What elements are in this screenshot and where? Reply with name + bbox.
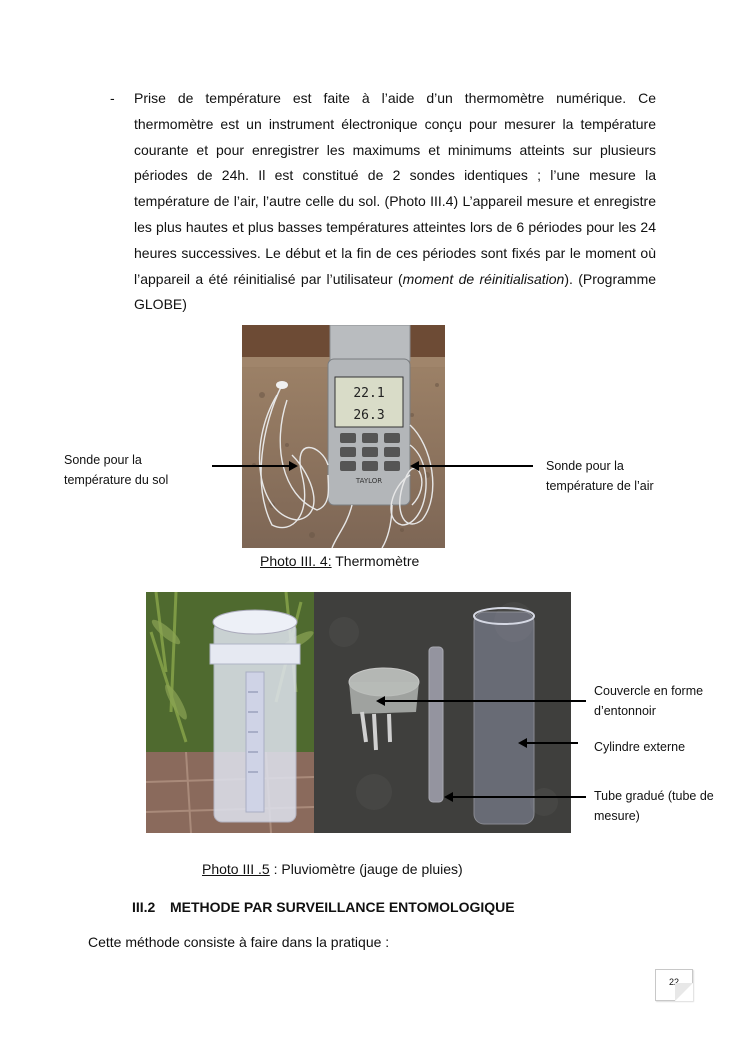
- arrow-soil-probe: [212, 465, 290, 467]
- arrow-outer-cylinder: [526, 742, 578, 744]
- label-air-probe: Sonde pour la température de l’air: [546, 459, 654, 493]
- section-number: III.2: [132, 899, 156, 915]
- label-graduated-tube: Tube gradué (tube de mesure): [594, 789, 714, 823]
- photo5-caption: [202, 861, 463, 877]
- label-soil-probe: Sonde pour la température du sol: [64, 453, 169, 487]
- display-top-reading: 22.1: [353, 386, 385, 401]
- arrow-funnel-lid: [384, 700, 586, 702]
- paragraph-italic: moment de réinitialisation: [402, 270, 565, 287]
- thermometer-photo: [242, 325, 445, 548]
- bullet-marker: -: [110, 90, 115, 106]
- paragraph-text: [134, 86, 656, 318]
- photo4-caption: [260, 553, 419, 569]
- arrow-air-probe: [418, 465, 533, 467]
- section-title: METHODE PAR SURVEILLANCE ENTOMOLOGIQUE: [170, 899, 515, 915]
- paragraph-text-main: Prise de température est faite à l’aide d’un thermomètre numérique. Ce thermomètre est un instrument électronique conçu pour mesurer la température courante et pour enregistrer les maximums et minimums atteints sur plusieurs périodes de 24h. Il est constitué de 2 sondes identiques ; l’une mesure la température de l’air, l’autre celle du sol. (Photo III.4) L’appareil mesure et enregistre les plus hautes et plus basses températures atteintes lors de 6 périodes pour les 24 heures successives. Le début et la fin de ces périodes sont fixés par le moment où l’appareil a été réinitialisé par l’utilisateur (: [134, 90, 656, 287]
- paragraph-text-end: ). (Programme GLOBE): [134, 270, 657, 313]
- photo4-caption-text: Thermomètre: [331, 553, 420, 569]
- intro-sentence: Cette méthode consiste à faire dans la pratique :: [88, 934, 390, 950]
- label-funnel-lid: Couvercle en forme d’entonnoir: [594, 684, 704, 718]
- label-outer-cylinder: Cylindre externe: [594, 740, 686, 754]
- rain-gauge-photo: [146, 592, 314, 833]
- photo5-caption-ref: Photo III .5: [202, 861, 270, 877]
- photo4-caption-ref: Photo III. 4:: [260, 553, 332, 569]
- device-brand: TAYLOR: [355, 477, 383, 485]
- display-bottom-reading: 26.3: [353, 408, 385, 423]
- photo5-caption-text: : Pluviomètre (jauge de pluies): [269, 861, 463, 877]
- page-number: 22: [655, 969, 693, 1001]
- arrow-graduated-tube: [452, 796, 586, 798]
- section-heading: [132, 899, 515, 915]
